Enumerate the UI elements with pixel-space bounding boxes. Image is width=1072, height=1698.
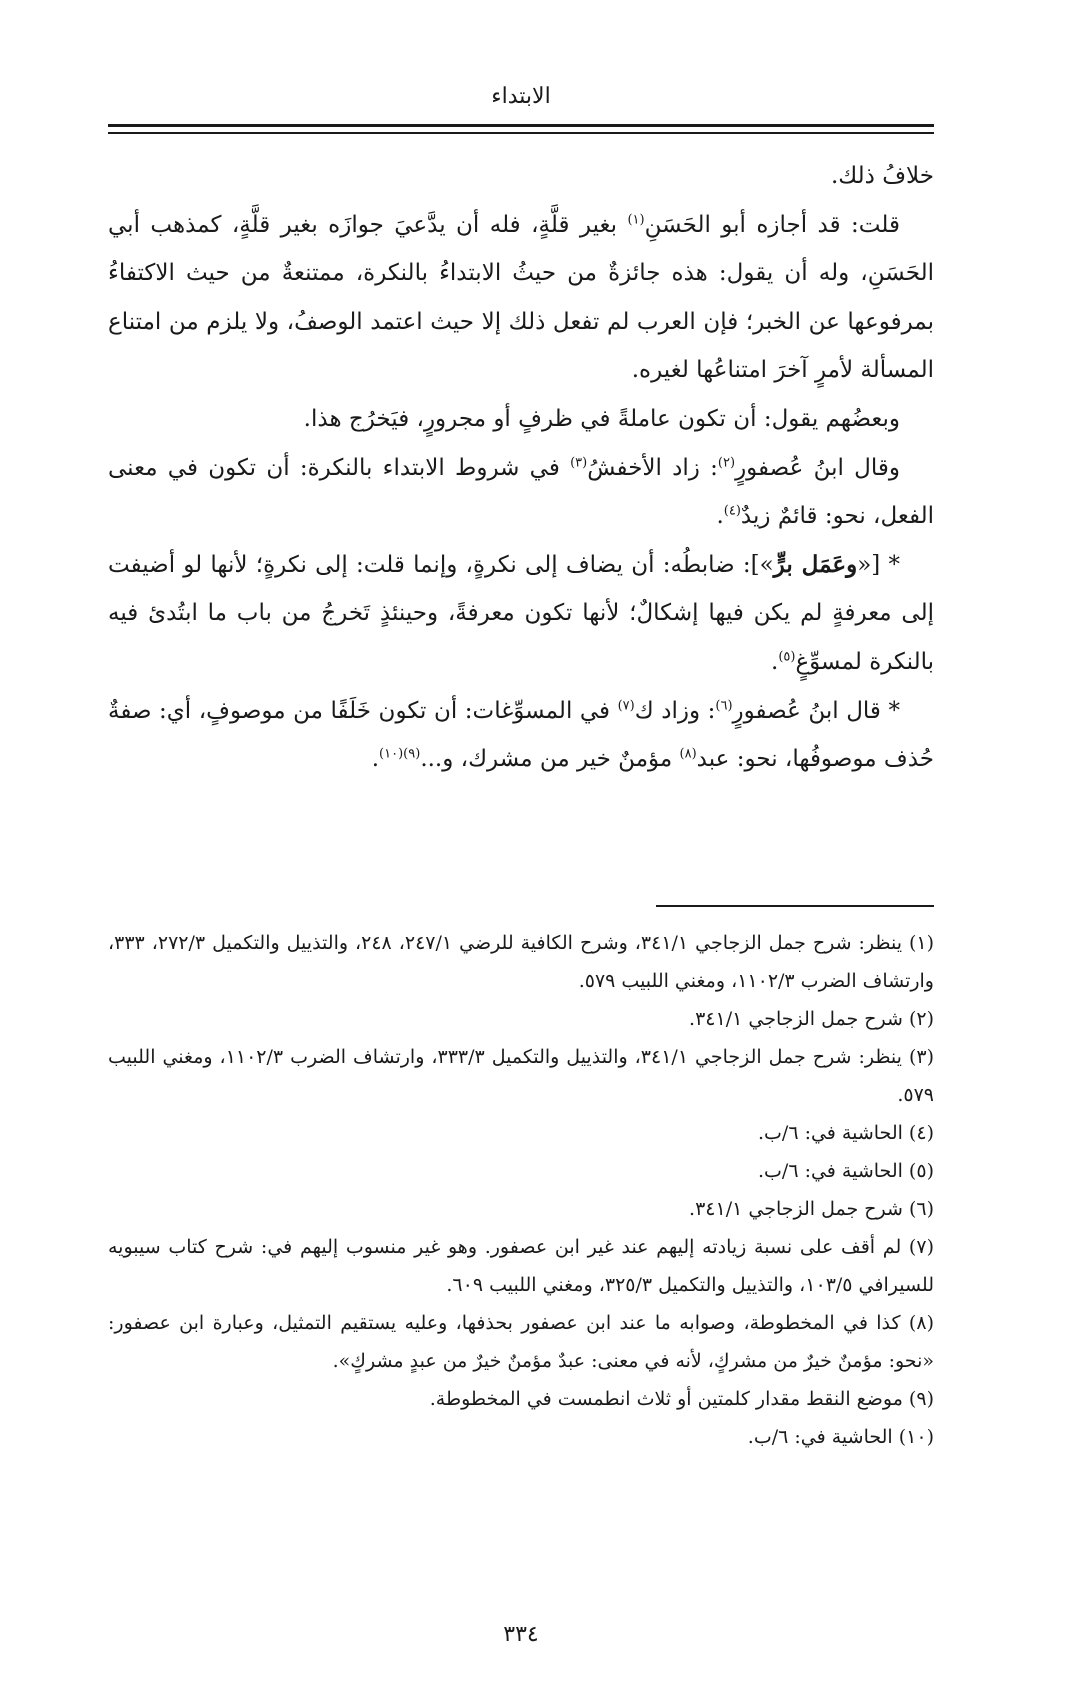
paragraph-2: قلت: قد أجازه أبو الحَسَنِ$^{(١)}$ بغير قلَّةٍ، فله أن يدَّعيَ جوازَه بغير قلَّةٍ، كمذهب أبي الحَسَنِ، وله أن يقول: هذه جائزةٌ من حيثُ الابتداءُ بالنكرة، ممتنعةٌ من حيث الاكتفاءُ بمرفوعها عن الخبر؛ فإن العرب لم تفعل ذلك إلا حيث اعتمد الوصفُ، ولا يلزم من امتناع المسألة لأمرٍ آخرَ امتناعُها لغيره.	[108, 211, 934, 384]
book-page	[108, 0, 934, 1698]
footnote-separator	[656, 905, 934, 907]
main-text	[108, 152, 934, 784]
footnote-ref-2[interactable]: (٢)	[717, 454, 736, 470]
footnotes	[108, 924, 934, 1456]
footnote-ref-7[interactable]: (٧)	[617, 697, 635, 713]
footnote-10: (١٠) الحاشية في: ٦/ب.	[747, 1426, 934, 1448]
footnote-8: (٨) كذا في المخطوطة، وصوابه ما عند ابن عصفور بحذفها، وعليه يستقيم التمثيل، وعبارة ابن عصفور: «نحو: مؤمنٌ خيرٌ من مشركٍ، لأنه في معنى: عبدٌ مؤمنٌ خيرٌ من عبدٍ مشركٍ».	[108, 1312, 934, 1372]
footnote-ref-10[interactable]: (١٠)	[379, 746, 404, 762]
footnote-ref-6[interactable]: (٦)	[715, 697, 733, 713]
footnote-5: (٥) الحاشية في: ٦/ب.	[757, 1160, 934, 1182]
page-number: ٣٣٤	[503, 1622, 539, 1647]
footnote-ref-9[interactable]: (٩)	[403, 746, 421, 762]
bold-term: وعَمَل برٍّ	[773, 550, 858, 578]
footnote-1: (١) ينظر: شرح جمل الزجاجي ٣٤١/١، وشرح الكافية للرضي ٢٤٧/١، ٢٤٨، والتذييل والتكميل ٢٧٢/٣، ٣٣٣، وارتشاف الضرب ١١٠٢/٣، ومغني اللبيب ٥٧٩.	[108, 932, 935, 992]
footnote-4: (٤) الحاشية في: ٦/ب.	[757, 1122, 934, 1144]
paragraph-4: وقال ابنُ عُصفورٍ$^{(٢)}$: زاد الأخفشُ$^{(٣)}$ في شروط الابتداء بالنكرة: أن تكون في معنى الفعل، نحو: قائمٌ زيدٌ$^{(٤)}$.	[108, 454, 934, 530]
paragraph-3: وبعضُهم يقول: أن تكون عاملةً في ظرفٍ أو مجرورٍ، فيَخرُج هذا.	[303, 405, 900, 432]
footnote-ref-8[interactable]: (٨)	[679, 746, 697, 762]
paragraph-5: * [«وعَمَل برٍّ»]: ضابطُه: أن يضاف إلى نكرةٍ، وإنما قلت: إلى نكرةٍ؛ لأنها لو أضيفت إلى معرفةٍ لم يكن فيها إشكالٌ؛ لأنها تكون معرفةً، وحينئذٍ تَخرجُ من باب ما ابتُدئ فيه بالنكرة لمسوِّغٍ$^{(٥)}$.	[108, 550, 934, 675]
footnote-ref-3[interactable]: (٣)	[570, 454, 588, 470]
paragraph-6: * قال ابنُ عُصفورٍ$^{(٦)}$: وزاد ك$^{(٧)}$ في المسوِّغات: أن تكون خَلَفًا من موصوفٍ، أي: صفةٌ حُذف موصوفُها، نحو: عبد$^{(٨)}$ مؤمنٌ خير من مشرك، و...$^{(٩)(١٠)}$.	[108, 697, 934, 773]
paragraph-1: خلافُ ذلك.	[830, 163, 934, 189]
footnote-7: (٧) لم أقف على نسبة زيادته إليهم عند غير ابن عصفور. وهو غير منسوب إليهم في: شرح كتاب سيبويه للسيرافي ١٠٣/٥، والتذييل والتكميل ٣٢٥/٣، ومغني اللبيب ٦٠٩.	[108, 1236, 934, 1296]
footnote-ref-4[interactable]: (٤)	[723, 503, 741, 519]
header-rule-thick	[108, 124, 934, 127]
header-rule-thin	[108, 132, 934, 134]
footnote-3: (٣) ينظر: شرح جمل الزجاجي ٣٤١/١، والتذييل والتكميل ٣٣٣/٣، وارتشاف الضرب ١١٠٢/٣، ومغني اللبيب ٥٧٩.	[108, 1046, 934, 1106]
footnote-6: (٦) شرح جمل الزجاجي ٣٤١/١.	[689, 1198, 934, 1220]
footnote-ref-1[interactable]: (١)	[627, 211, 645, 227]
running-header: الابتداء	[491, 84, 551, 109]
footnote-ref-5[interactable]: (٥)	[778, 649, 796, 665]
footnote-9: (٩) موضع النقط مقدار كلمتين أو ثلاث انطمست في المخطوطة.	[429, 1388, 934, 1410]
footnote-2: (٢) شرح جمل الزجاجي ٣٤١/١.	[689, 1008, 934, 1030]
